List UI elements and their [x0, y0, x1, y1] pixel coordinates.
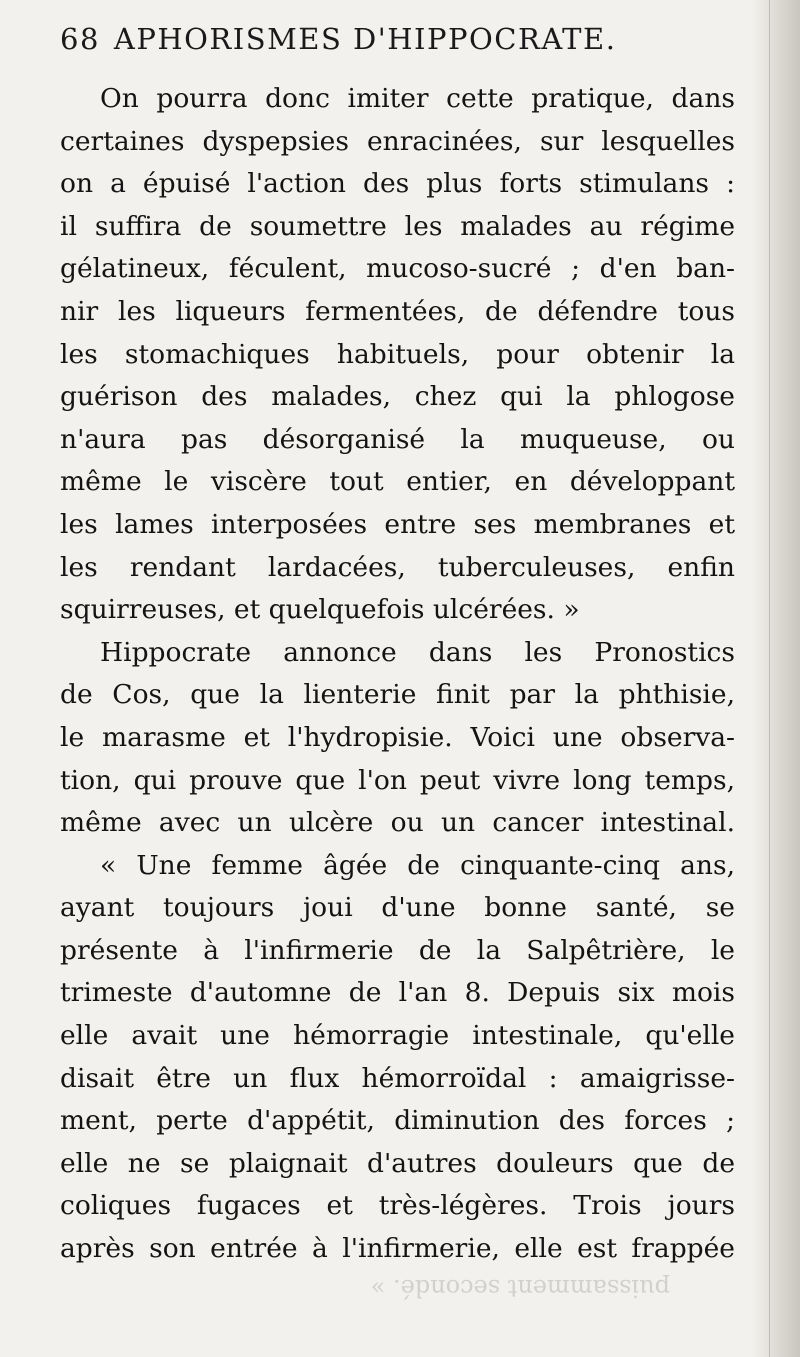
text-line: « Une femme âgée de cinquante-cinq ans, [100, 849, 735, 881]
text-line: même le viscère tout entier, en développant [60, 466, 735, 498]
text-line: squirreuses, et quelquefois ulcérées. » [60, 594, 580, 626]
text-line: elle avait une hémorragie intestinale, qu'elle [60, 1020, 735, 1052]
text-line: trimeste d'automne de l'an 8. Depuis six mois [60, 977, 735, 1009]
text-line: tion, qui prouve que l'on peut vivre long temps, [60, 764, 735, 796]
text-line: même avec un ulcère ou un cancer intestinal. [60, 807, 735, 839]
text-line: Hippocrate annonce dans les Pronostics [100, 636, 735, 668]
text-line: coliques fugaces et très-légères. Trois jours [60, 1190, 735, 1222]
text-line: gélatineux, féculent, mucoso-sucré ; d'en ban- [60, 253, 735, 285]
text-line: ayant toujours joui d'une bonne santé, se [60, 892, 735, 924]
text-line: on a épuisé l'action des plus forts stimulans : [60, 168, 735, 200]
text-line: les lames interposées entre ses membranes et [60, 508, 735, 540]
text-line: On pourra donc imiter cette pratique, dans [100, 83, 735, 114]
running-title: APHORISMES D'HIPPOCRATE. [113, 22, 617, 56]
text-line: présente à l'infirmerie de la Salpêtrière, le [60, 934, 735, 966]
text-line: il suffira de soumettre les malades au régime [60, 210, 735, 242]
show-through-text: puissamment secondé. » [370, 1274, 670, 1302]
text-line: disait être un flux hémorroïdal : amaigrisse- [60, 1062, 735, 1094]
page-edge [769, 0, 770, 1357]
text-line: les rendant lardacées, tuberculeuses, enfin [60, 551, 735, 583]
page-number: 68 [60, 22, 100, 56]
text-line: les stomachiques habituels, pour obtenir la [60, 338, 735, 370]
text-line: certaines dyspepsies enracinées, sur lesquelles [60, 125, 735, 157]
text-line: guérison des malades, chez qui la phlogose [60, 381, 735, 413]
running-header [60, 22, 720, 72]
text-line: le marasme et l'hydropisie. Voici une observa- [60, 721, 735, 753]
text-line: n'aura pas désorganisé la muqueuse, ou [60, 423, 735, 455]
text-line: elle ne se plaignait d'autres douleurs que de [60, 1147, 735, 1179]
text-line: après son entrée à l'infirmerie, elle est frappée [60, 1233, 735, 1265]
text-line: nir les liqueurs fermentées, de défendre tous [60, 295, 735, 327]
page-gutter-shadow [752, 0, 800, 1357]
text-line: ment, perte d'appétit, diminution des forces ; [60, 1105, 735, 1137]
body-text [60, 78, 735, 1271]
text-line: de Cos, que la lienterie finit par la phthisie, [60, 679, 735, 711]
